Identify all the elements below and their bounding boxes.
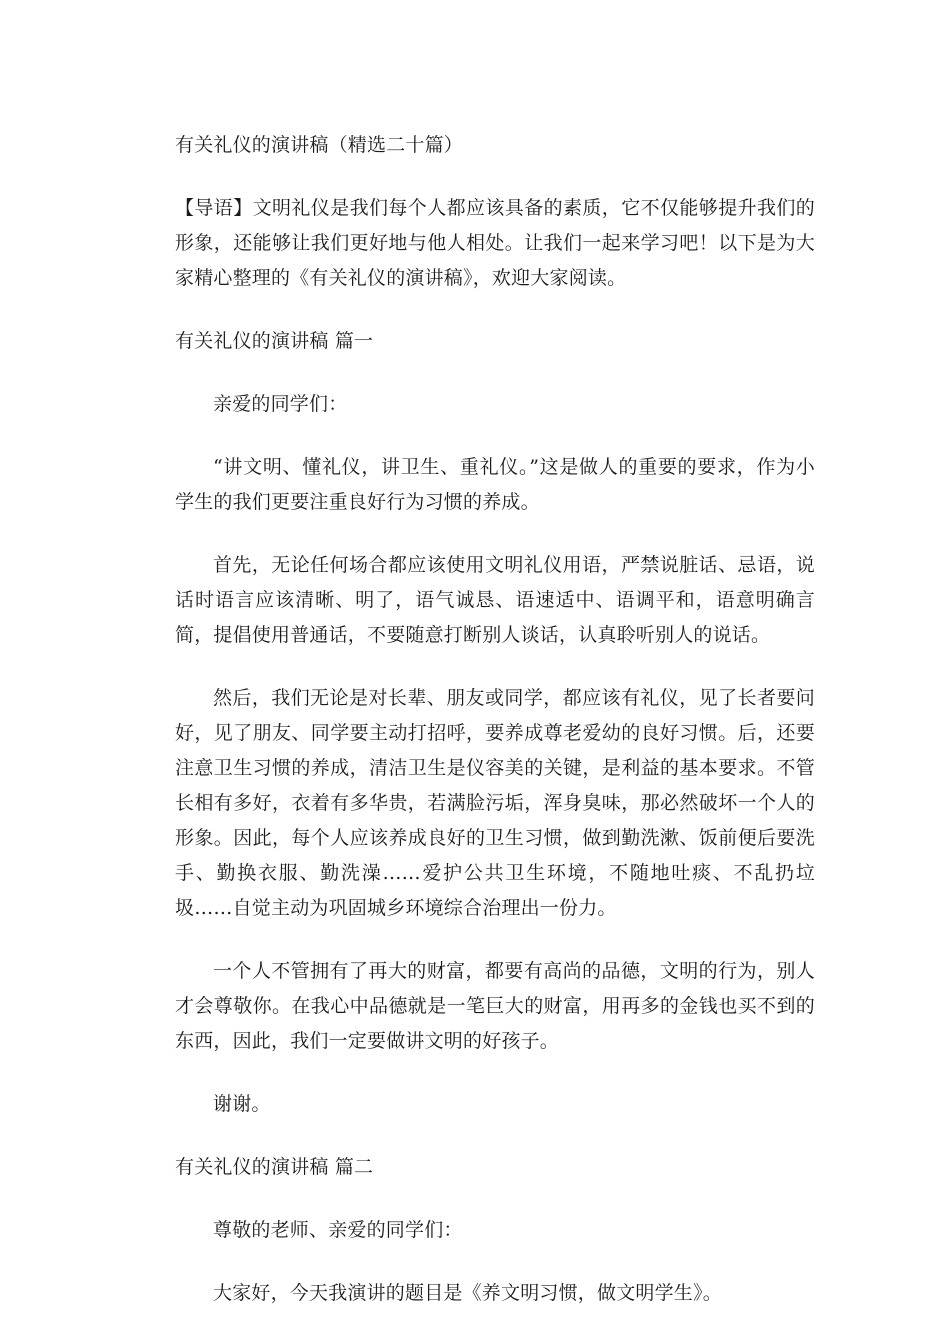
section-heading: 有关礼仪的演讲稿 篇二 bbox=[175, 1156, 374, 1178]
document-body bbox=[175, 128, 815, 1339]
section-2 bbox=[175, 1150, 815, 1311]
section-heading: 有关礼仪的演讲稿 篇一 bbox=[175, 330, 374, 352]
salutation: 亲爱的同学们： bbox=[213, 393, 348, 415]
body-paragraph: “讲文明、懂礼仪，讲卫生、重礼仪。”这是做人的重要的要求，作为小学生的我们更要注重良好行为习惯的养成。 bbox=[175, 456, 815, 513]
intro-paragraph: 【导语】文明礼仪是我们每个人都应该具备的素质，它不仅能够提升我们的形象，还能够让我们更好地与他人相处。让我们一起来学习吧！以下是为大家精心整理的《有关礼仪的演讲稿》，欢迎大家阅读。 bbox=[175, 197, 815, 289]
section-1 bbox=[175, 324, 815, 1122]
closing-line: 谢谢。 bbox=[213, 1093, 271, 1115]
document-title: 有关礼仪的演讲稿（精选二十篇） bbox=[175, 134, 464, 156]
body-paragraph: 大家好，今天我演讲的题目是《养文明习惯，做文明学生》。 bbox=[213, 1282, 722, 1304]
body-paragraph: 首先，无论任何场合都应该使用文明礼仪用语，严禁说脏话、忌语，说话时语言应该清晰、明了，语气诚恳、语速适中、语调平和，语意明确言简，提倡使用普通话，不要随意打断别人谈话，认真聆听别人的说话。 bbox=[175, 554, 815, 646]
salutation: 尊敬的老师、亲爱的同学们： bbox=[213, 1219, 463, 1241]
body-paragraph: 一个人不管拥有了再大的财富，都要有高尚的品德，文明的行为，别人才会尊敬你。在我心中品德就是一笔巨大的财富，用再多的金钱也买不到的东西，因此，我们一定要做讲文明的好孩子。 bbox=[175, 960, 815, 1052]
body-paragraph: 然后，我们无论是对长辈、朋友或同学，都应该有礼仪，见了长者要问好，见了朋友、同学要主动打招呼，要养成尊老爱幼的良好习惯。后，还要注意卫生习惯的养成，清洁卫生是仪容美的关键，是利益的基本要求。不管长相有多好，衣着有多华贵，若满脸污垢，浑身臭味，那必然破坏一个人的形象。因此，每个人应该养成良好的卫生习惯，做到勤洗漱、饭前便后要洗手、勤换衣服、勤洗澡……爱护公共卫生环境，不随地吐痰、不乱扔垃圾……自觉主动为巩固城乡环境综合治理出一份力。 bbox=[175, 687, 815, 919]
